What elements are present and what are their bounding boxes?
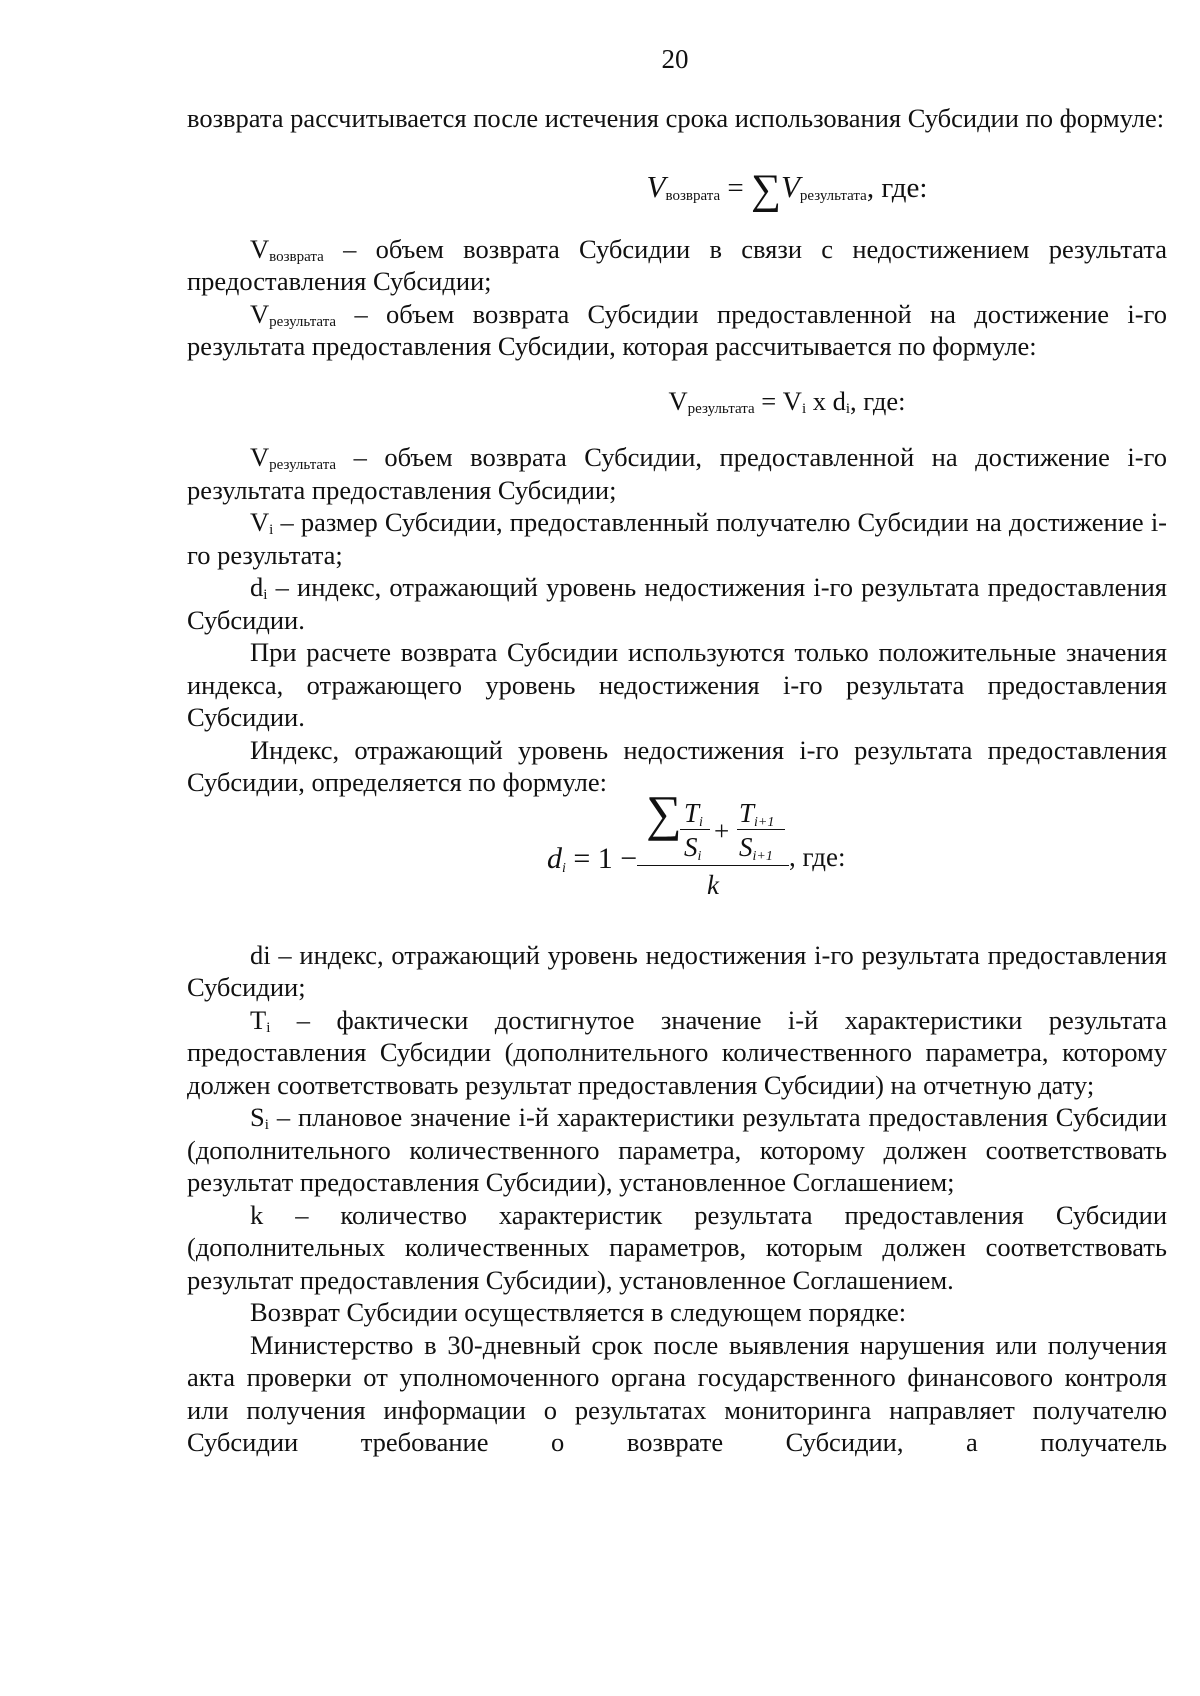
paragraph-index-formula-intro: Индекс, отражающий уровень недостижения i-го результата предоставления Субсидии, определяется по формуле:	[187, 734, 1167, 797]
def-d-i	[187, 571, 1167, 636]
formula-symbol: V	[668, 385, 688, 416]
plus-operator: +	[714, 815, 730, 846]
formula-tail: , где:	[866, 171, 928, 204]
formula-result-volume	[187, 363, 1167, 442]
formula-symbol: T	[739, 797, 755, 828]
def-v-rezultata	[187, 298, 1167, 363]
document-body	[187, 102, 1167, 1459]
def-symbol: d	[250, 572, 264, 602]
formula-symbol: V	[646, 168, 666, 204]
formula-operator: = 1 −	[565, 841, 638, 875]
formula-operator: =	[720, 171, 751, 204]
def-subscript: результата	[269, 313, 337, 330]
paragraph-positive-values: При расчете возврата Субсидии используются только положительные значения индекса, отражающего уровень недостижения i-го результата предоставления Субсидии.	[187, 637, 1167, 732]
def-subscript: i	[263, 587, 268, 603]
formula-subscript: результата	[687, 400, 755, 417]
denominator-s-next	[739, 831, 773, 874]
def-subscript: i	[269, 522, 274, 538]
def-t-i	[187, 1004, 1167, 1102]
def-symbol: V	[250, 233, 270, 264]
paragraph-ministry: Министерство в 30-дневный срок после выявления нарушения или получения акта проверки от уполномоченного органа государственного финансового контроля или получения информации о результатах мониторинга направляет получателю Субсидии требование о возврате Субсидии, а получатель	[187, 1329, 1167, 1457]
sum-symbol: ∑	[750, 166, 781, 213]
formula-subscript: возврата	[665, 187, 721, 204]
formula-symbol: S	[684, 831, 698, 862]
formula-symbol: T	[684, 797, 700, 828]
formula-symbol: S	[739, 831, 753, 862]
denominator-s	[684, 831, 701, 874]
def-subscript: результата	[269, 457, 337, 473]
formula-subscript: i	[562, 860, 566, 876]
formula-subscript: i+1	[754, 814, 775, 830]
def-symbol: k	[250, 1199, 264, 1230]
def-text: – объем возврата Субсидии, предоставленной на достижение i-го результата предоставления Субсидии;	[187, 442, 1168, 505]
formula-tail: , где:	[850, 385, 906, 416]
def-v-i	[187, 506, 1167, 571]
formula-subscript: i	[801, 400, 807, 417]
denominator-k: k	[707, 869, 719, 900]
formula-symbol: d	[547, 841, 562, 875]
def-subscript: i	[264, 1117, 269, 1133]
formula-subscript: i	[697, 848, 702, 864]
def-subscript: i	[266, 1019, 271, 1036]
formula-subscript: i+1	[752, 848, 773, 864]
def-subscript: возврата	[269, 248, 324, 265]
def-text: – объем возврата Субсидии предоставленной на достижение i-го результата предоставления Субсидии, которая рассчитывается по формуле:	[187, 298, 1168, 361]
formula-symbol: V	[780, 168, 800, 204]
def-v-vozvrata	[187, 233, 1167, 298]
def-symbol: T	[250, 1004, 267, 1035]
main-fraction-bar	[637, 865, 789, 866]
def-s-i	[187, 1101, 1167, 1199]
def-text: – плановое значение i-й характеристики результата предоставления Субсидии (дополнительного количественного параметра, которому должен соответствовать результат предоставления Субсидии), установленное Соглашением;	[187, 1102, 1167, 1197]
def-text: – размер Субсидии, предоставленный получателю Субсидии на достижение i-го результата;	[187, 507, 1168, 570]
formula-tail: , где:	[789, 841, 846, 872]
formula-return-volume	[187, 135, 1167, 233]
def-symbol: V	[250, 507, 270, 537]
def-text: – индекс, отражающий уровень недостижения i-го результата предоставления Субсидии;	[187, 939, 1167, 1002]
def-symbol: S	[250, 1102, 265, 1132]
formula-lhs	[547, 843, 637, 886]
paragraph-return-order: Возврат Субсидии осуществляется в следующем порядке:	[250, 1297, 907, 1327]
def-di	[187, 939, 1167, 1004]
formula-symbol: = V	[754, 385, 802, 416]
def-k	[187, 1199, 1167, 1297]
fraction-bar	[737, 829, 785, 830]
def-text: – индекс, отражающий уровень недостижения i-го результата предоставления Субсидии.	[187, 572, 1167, 635]
sum-symbol: ∑	[646, 784, 682, 841]
def-text: – объем возврата Субсидии в связи с недостижением результата предоставления Субсидии;	[187, 233, 1168, 296]
paragraph-intro: возврата рассчитывается после истечения срока использования Субсидии по формуле:	[187, 103, 1165, 133]
formula-subscript: результата	[799, 187, 867, 204]
def-v-rezultata-2	[187, 441, 1167, 506]
def-text: – фактически достигнутое значение i-й характеристики результата предоставления Субсидии (дополнительного количественного параметра, которому должен соответствовать результат предоставления Субсидии) на отчетную дату;	[187, 1004, 1168, 1100]
formula-index	[187, 784, 1167, 921]
page-number: 20	[661, 44, 689, 74]
def-symbol: V	[250, 442, 270, 472]
formula-subscript: i	[845, 400, 851, 417]
def-text: – количество характеристик результата предоставления Субсидии (дополнительных количественных параметров, которым должен соответствовать результат предоставления Субсидии), установленное Соглашением.	[187, 1199, 1168, 1295]
def-symbol: di	[250, 939, 271, 970]
formula-subscript: i	[699, 814, 703, 830]
formula-symbol: x d	[806, 385, 846, 416]
def-symbol: V	[250, 298, 270, 329]
fraction-bar	[680, 829, 710, 830]
